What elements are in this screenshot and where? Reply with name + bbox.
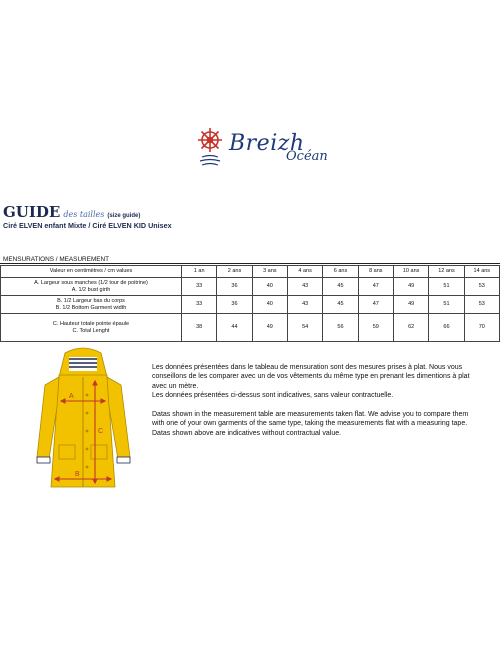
left-cuff: [37, 457, 50, 463]
table-cell: 47: [358, 296, 393, 314]
guide-title: GUIDE: [3, 203, 61, 221]
header-label: Valeur en centimètres / cm values: [1, 266, 182, 278]
table-cell: 45: [323, 296, 358, 314]
label-c: C: [98, 428, 104, 435]
table-cell: 38: [182, 314, 217, 342]
measurement-table: [0, 265, 500, 342]
table-cell: 44: [217, 314, 252, 342]
size-header: 2 ans: [217, 266, 252, 278]
table-header-row: [1, 266, 500, 278]
raincoat-diagram: [35, 347, 132, 497]
table-cell: 49: [393, 278, 428, 296]
ship-wheel-icon: [193, 127, 227, 173]
brand-logo: [193, 127, 343, 175]
row-label: [1, 314, 182, 342]
label-a: A: [69, 393, 74, 400]
row-label-fr: B. 1/2 Largeur bas du corps: [57, 298, 125, 304]
row-label: [1, 278, 182, 296]
table-cell: 36: [217, 296, 252, 314]
table-cell: 56: [323, 314, 358, 342]
size-header: 1 an: [182, 266, 217, 278]
size-header: 10 ans: [393, 266, 428, 278]
row-label-fr: C. Hauteur totale pointe épaule: [52, 321, 130, 327]
section-label: MENSURATIONS / MEASUREMENT: [3, 256, 110, 263]
table-cell: 51: [429, 278, 464, 296]
table-cell: 62: [393, 314, 428, 342]
table-cell: 49: [393, 296, 428, 314]
note-fr-1: Les données présentées dans le tableau de mensuration sont des mesures prises à plat. Nous vous conseillons de les comparer avec un de vos vêtements du même type en prenant les dimentions à plat avec un mètre.: [152, 364, 470, 390]
table-cell: 33: [182, 296, 217, 314]
table-cell: 47: [358, 278, 393, 296]
row-label: [1, 296, 182, 314]
table-cell: 59: [358, 314, 393, 342]
note-en-1: Datas shown in the measurement table are measurements taken flat. We advise you to compare them with one of your own garments of the same type, taking the measurements flat with a measuring tape.: [152, 411, 469, 428]
size-header: 3 ans: [252, 266, 287, 278]
table-cell: 40: [252, 296, 287, 314]
guide-note: (size guide): [107, 213, 141, 219]
table-cell: 33: [182, 278, 217, 296]
product-subtitle: Ciré ELVEN enfant Mixte / Ciré ELVEN KID Unisex: [3, 221, 172, 230]
right-cuff: [117, 457, 130, 463]
row-label-en: C. Total Lenght: [72, 327, 110, 334]
guide-script: des tailles: [63, 210, 105, 219]
table-cell: 36: [217, 278, 252, 296]
table-cell: 53: [464, 278, 499, 296]
table-cell: 53: [464, 296, 499, 314]
note-en-2: Datas shown above are indicatives without contractual value.: [152, 429, 342, 437]
table-cell: 45: [323, 278, 358, 296]
size-header: 8 ans: [358, 266, 393, 278]
row-label-en: B. 1/2 Bottom Garment width: [55, 304, 127, 311]
table-cell: 66: [429, 314, 464, 342]
logo-text-secondary: Océan: [286, 149, 328, 164]
table-cell: 51: [429, 296, 464, 314]
table-row: [1, 296, 500, 314]
size-header: 4 ans: [287, 266, 322, 278]
table-cell: 54: [287, 314, 322, 342]
size-header: 12 ans: [429, 266, 464, 278]
table-cell: 70: [464, 314, 499, 342]
note-fr-2: Les données présentées ci-dessus sont indicatives, sans valeur contractuelle.: [152, 392, 394, 400]
table-cell: 49: [252, 314, 287, 342]
logo-text: Breizh: [229, 131, 305, 156]
size-header: 6 ans: [323, 266, 358, 278]
row-label-en: A. 1/2 bust girth: [71, 286, 111, 293]
table-cell: 40: [252, 278, 287, 296]
table-cell: 43: [287, 278, 322, 296]
table-cell: 43: [287, 296, 322, 314]
guide-heading: [3, 203, 140, 222]
label-b: B: [75, 471, 80, 478]
divider: [0, 263, 500, 264]
row-label-fr: A. Largeur sous manches (1/2 tour de poitrine): [34, 280, 148, 286]
table-row: [1, 314, 500, 342]
hood-lining-stripes: [69, 357, 97, 371]
table-row: [1, 278, 500, 296]
size-header: 14 ans: [464, 266, 499, 278]
notes-block: [152, 363, 477, 438]
